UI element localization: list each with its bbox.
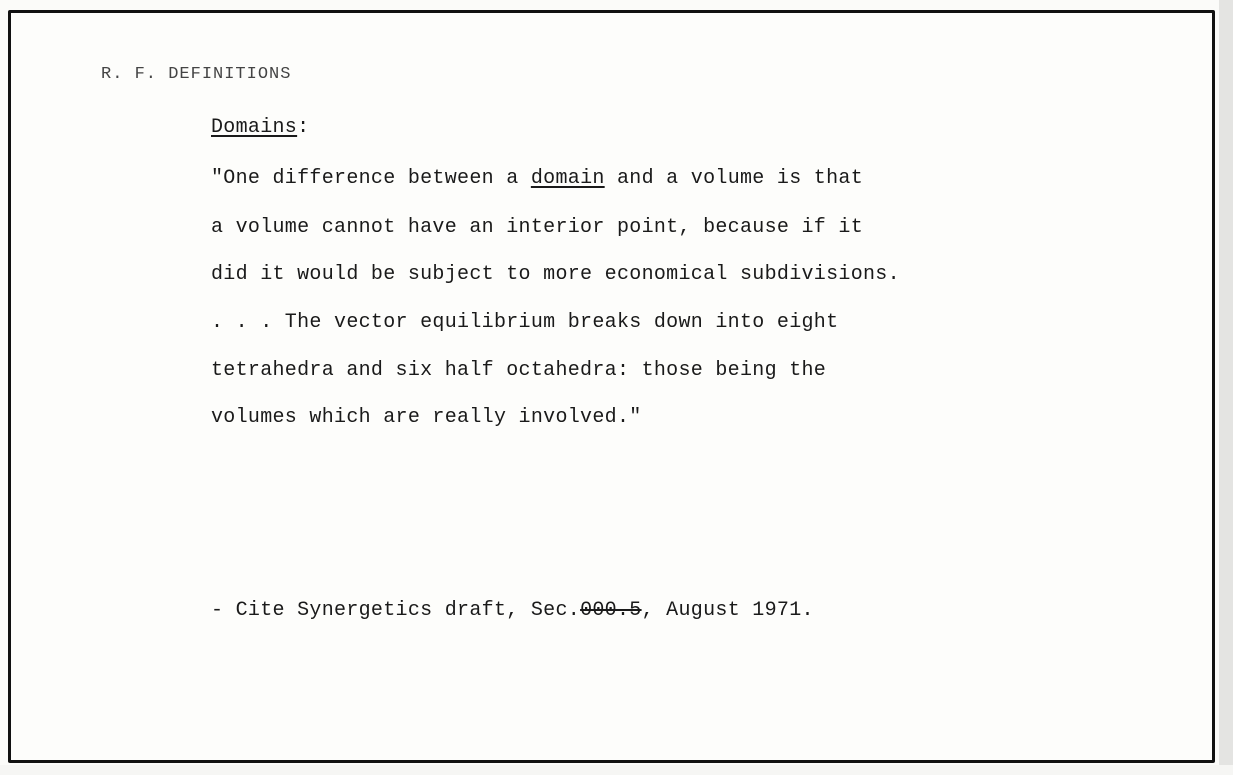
citation-end: , August 1971.	[641, 599, 814, 622]
definition-card	[8, 10, 1215, 763]
quote-line-1-end: and a volume is that	[604, 167, 864, 190]
citation-struck-section: 000.5	[580, 599, 642, 622]
section-title-colon: :	[297, 116, 310, 139]
quote-line-2: a volume cannot have an interior point, because if it	[211, 216, 864, 239]
page-edge-shadow	[1219, 0, 1233, 775]
quote-line-6: volumes which are really involved."	[211, 406, 642, 429]
quote-line-4: . . . The vector equilibrium breaks down into eight	[211, 311, 839, 334]
quote-line-3: did it would be subject to more economical subdivisions.	[211, 263, 900, 286]
section-title	[211, 116, 309, 139]
page-bottom-edge	[0, 765, 1233, 775]
quote-underlined-word: domain	[530, 167, 605, 190]
section-title-text: Domains	[211, 116, 298, 139]
quote-line-5: tetrahedra and six half octahedra: those being the	[211, 359, 827, 382]
quote-line-1	[211, 167, 863, 190]
citation-start: - Cite Synergetics draft, Sec.	[211, 599, 581, 622]
quote-line-1-start: "One difference between a	[211, 167, 531, 190]
citation	[211, 599, 814, 622]
card-heading: R. F. DEFINITIONS	[101, 65, 292, 84]
